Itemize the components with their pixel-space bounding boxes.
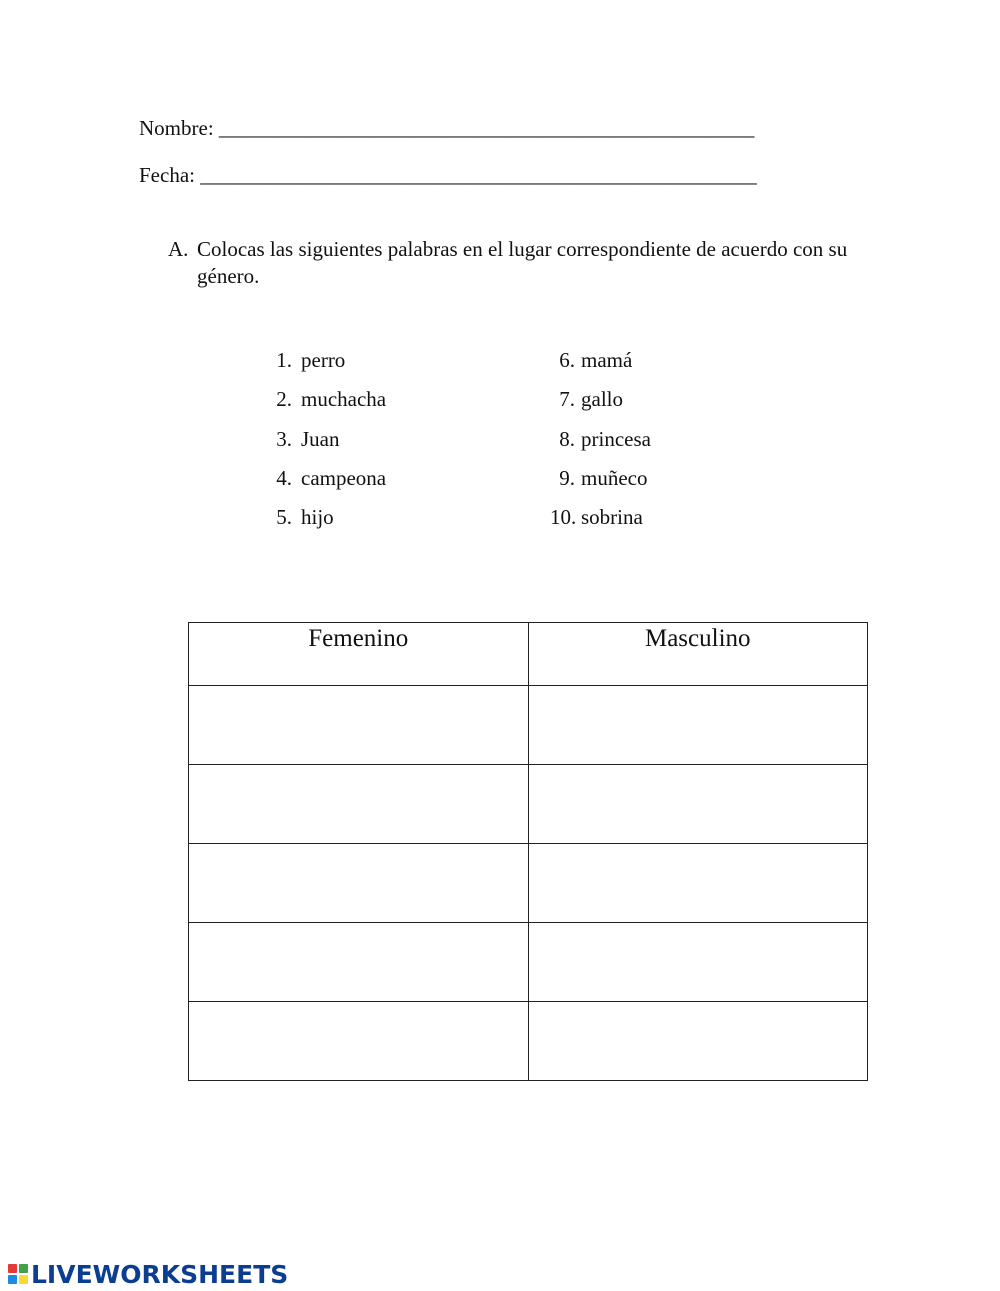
list-item-number: 8. [559,427,575,451]
list-item [270,348,345,373]
table-row [189,686,868,765]
list-item-word: princesa [581,427,651,451]
list-item [270,427,340,452]
liveworksheets-logo [8,1261,288,1287]
logo-square [19,1264,28,1273]
list-item-number: 2. [276,387,292,411]
header-femenino: Femenino [189,623,529,686]
date-field-line: Fecha: _____________________________________________________ [139,163,757,187]
table-header-row [189,623,868,686]
list-item [550,348,632,373]
answer-cell-masculino[interactable] [528,765,868,844]
list-item-word: muchacha [301,387,387,411]
answer-cell-femenino[interactable] [189,1002,529,1081]
list-item-number: 9. [559,466,575,490]
header-masculino: Masculino [528,623,868,686]
list-item [550,387,623,412]
list-item-word: muñeco [581,466,648,490]
table-row [189,765,868,844]
list-item-number: 1. [276,348,292,372]
list-item-word: Juan [301,427,340,451]
answer-cell-masculino[interactable] [528,1002,868,1081]
list-item-word: perro [301,348,346,372]
answer-cell-femenino[interactable] [189,844,529,923]
answer-cell-femenino[interactable] [189,765,529,844]
list-item [270,387,386,412]
gender-sort-table [188,622,868,1081]
name-field-line: Nombre: ___________________________________________________ [139,116,755,140]
answer-cell-masculino[interactable] [528,923,868,1002]
list-item-word: mamá [581,348,633,372]
list-item [270,505,334,530]
logo-square [19,1275,28,1284]
brand-name: LIVEWORKSHEETS [31,1259,289,1289]
answer-cell-femenino[interactable] [189,686,529,765]
list-item [270,466,386,491]
instruction-letter: A. [168,237,189,261]
list-item [550,505,643,530]
logo-square [8,1264,17,1273]
list-item-number: 5. [276,505,292,529]
list-item [550,466,647,491]
list-item-number: 10. [550,505,577,529]
table-row [189,1002,868,1081]
table-row [189,844,868,923]
instruction-text: Colocas las siguientes palabras en el lugar correspondiente de acuerdo con su género. [197,237,848,288]
table-row [189,923,868,1002]
logo-grid-icon [8,1264,28,1284]
answer-cell-masculino[interactable] [528,686,868,765]
list-item-word: sobrina [581,505,643,529]
list-item-number: 7. [559,387,575,411]
answer-cell-femenino[interactable] [189,923,529,1002]
list-item-word: campeona [301,466,387,490]
list-item-number: 6. [559,348,575,372]
list-item [550,427,651,452]
answer-cell-masculino[interactable] [528,844,868,923]
logo-square [8,1275,17,1284]
list-item-number: 4. [276,466,292,490]
list-item-word: hijo [301,505,334,529]
list-item-word: gallo [581,387,623,411]
list-item-number: 3. [276,427,292,451]
